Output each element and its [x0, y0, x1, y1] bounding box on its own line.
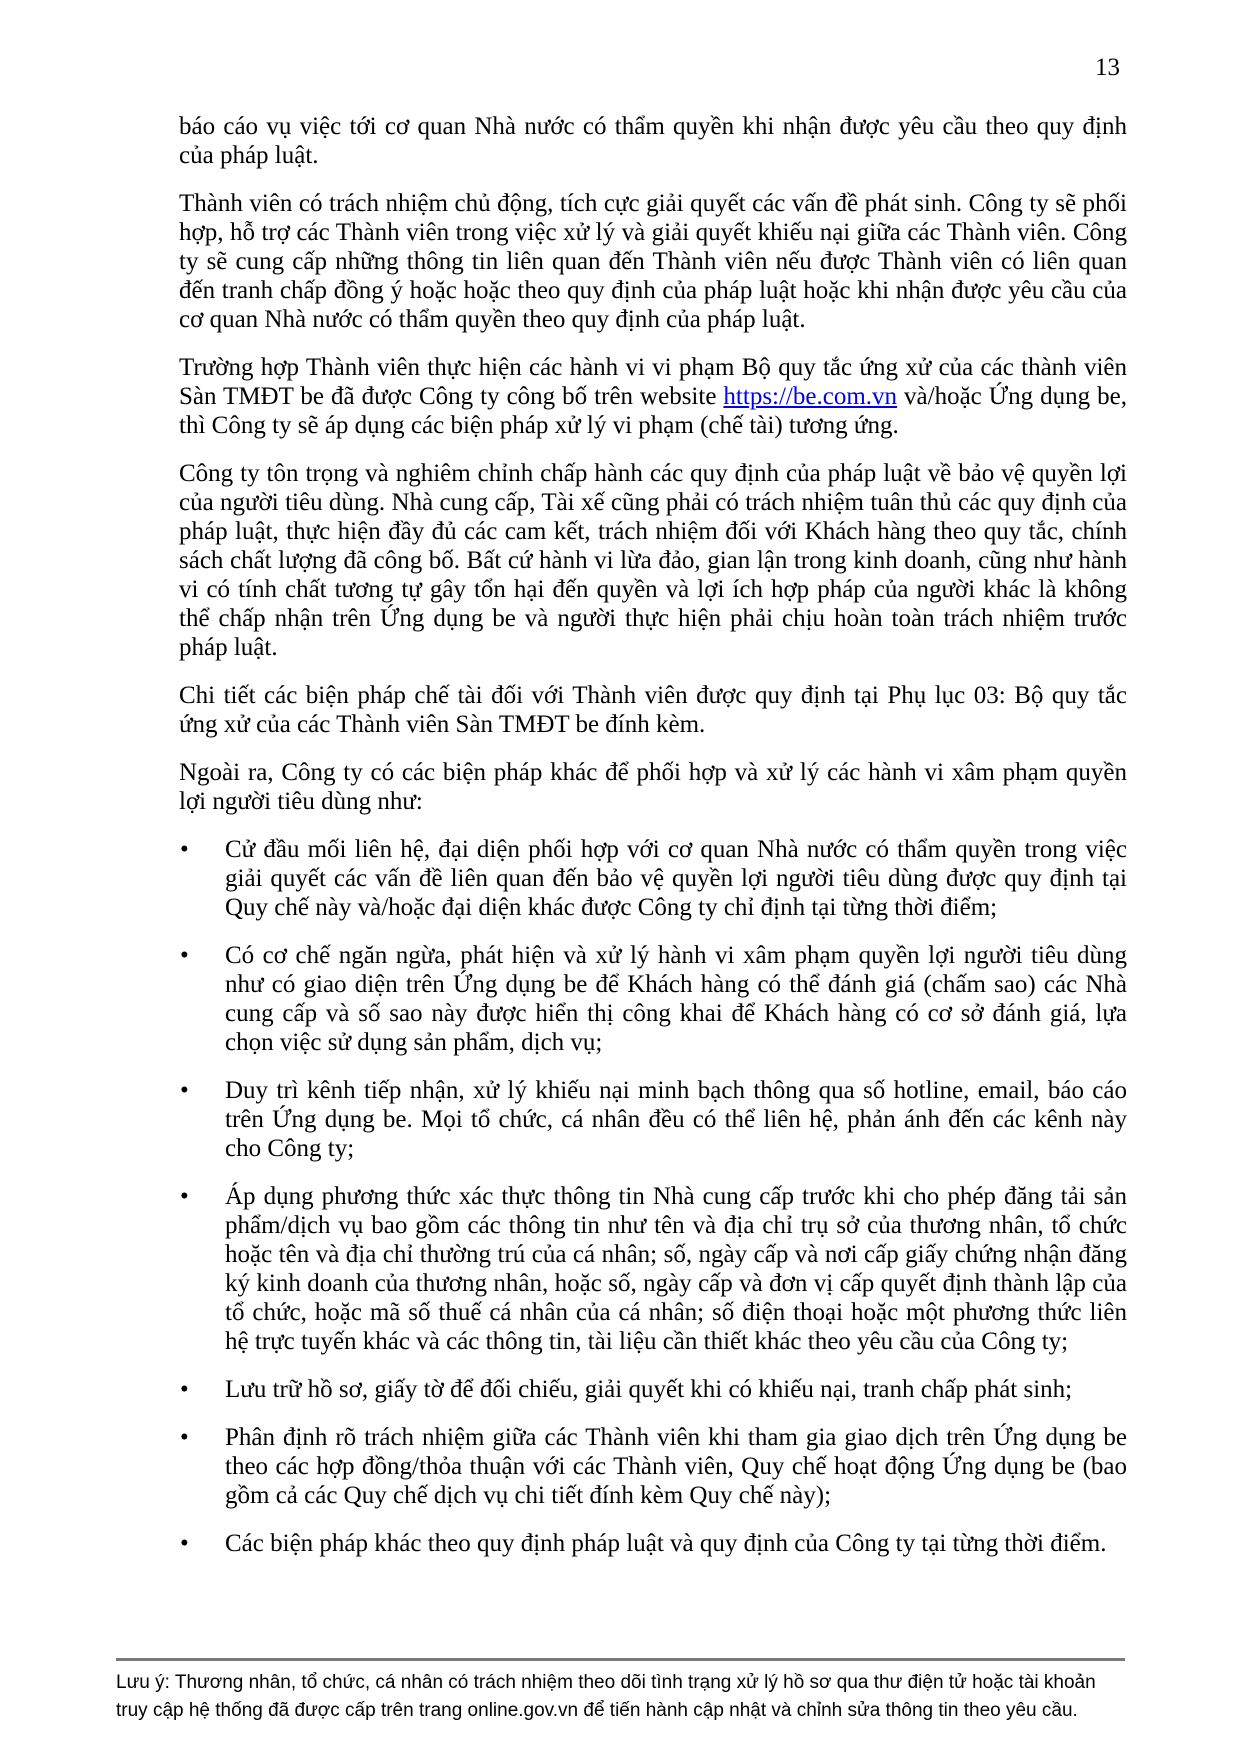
bullet-item-provider-verification: • Áp dụng phương thức xác thực thông tin Nhà cung cấp trước khi cho phép đăng tải sản phẩm/dịch vụ bao gồm các thông tin như tên và địa chỉ trụ sở của thương nhân, tổ chức hoặc tên và địa chỉ thường trú của cá nhân; số, ngày cấp và nơi cấp giấy chứng nhận đăng ký kinh doanh của thương nhân, hoặc số, ngày cấp và đơn vị cấp quyết định thành lập của tổ chức, hoặc mã số thuế cá nhân của cá nhân; số điện thoại hoặc một phương thức liên hệ trực tuyến khác và các thông tin, tài liệu cần thiết khác theo yêu cầu của Công ty; [179, 1182, 1127, 1356]
website-link[interactable]: https://be.com.vn [723, 383, 898, 410]
footer-divider [116, 1658, 1125, 1661]
paragraph-text-after-link: và/hoặc Ứng dụng be, thì Công ty sẽ áp dụng các biện pháp xử lý vi phạm (chế tài) tương ứng. [179, 383, 1128, 439]
paragraph-consumer-protection: Công ty tôn trọng và nghiêm chỉnh chấp hành các quy định của pháp luật về bảo vệ quyền lợi của người tiêu dùng. Nhà cung cấp, Tài xế cũng phải có trách nhiệm tuân thủ các quy định của pháp luật, thực hiện đầy đủ các cam kết, trách nhiệm đối với Khách hàng theo quy tắc, chính sách chất lượng đã công bố. Bất cứ hành vi lừa đảo, gian lận trong kinh doanh, cũng như hành vi có tính chất tương tự gây tổn hại đến quyền và lợi ích hợp pháp của người khác là không thể chấp nhận trên Ứng dụng be và người thực hiện phải chịu hoàn toàn trách nhiệm trước pháp luật. [179, 460, 1127, 661]
bullet-item-prevention-mechanism: • Có cơ chế ngăn ngừa, phát hiện và xử lý hành vi xâm phạm quyền lợi người tiêu dùng như có giao diện trên Ứng dụng be để Khách hàng có thể đánh giá (chấm sao) các Nhà cung cấp và số sao này được hiển thị công khai để Khách hàng có cơ sở đánh giá, lựa chọn việc sử dụng sản phẩm, dịch vụ; [179, 941, 1127, 1057]
paragraph-report-to-authority: báo cáo vụ việc tới cơ quan Nhà nước có thẩm quyền khi nhận được yêu cầu theo quy định của pháp luật. [179, 113, 1127, 169]
paragraph-member-responsibility: Thành viên có trách nhiệm chủ động, tích cực giải quyết các vấn đề phát sinh. Công ty sẽ phối hợp, hỗ trợ các Thành viên trong việc xử lý và giải quyết khiếu nại giữa các Thành viên. Công ty sẽ cung cấp những thông tin liên quan đến Thành viên nếu được Thành viên có liên quan đến tranh chấp đồng ý hoặc hoặc theo quy định của pháp luật hoặc khi nhận được yêu cầu của cơ quan Nhà nước có thẩm quyền theo quy định của pháp luật. [179, 190, 1127, 333]
paragraph-other-measures-intro: Ngoài ra, Công ty có các biện pháp khác để phối hợp và xử lý các hành vi xâm phạm quyền lợi người tiêu dùng như: [179, 759, 1127, 815]
footer-note: Lưu ý: Thương nhân, tổ chức, cá nhân có trách nhiệm theo dõi tình trạng xử lý hồ sơ qua thư điện tử hoặc tài khoản truy cập hệ thống đã được cấp trên trang online.gov.vn để tiến hành cập nhật và chỉnh sửa thông tin theo yêu cầu. [116, 1672, 1096, 1721]
bullet-item-other-measures: • Các biện pháp khác theo quy định pháp luật và quy định của Công ty tại từng thời điểm. [179, 1529, 1127, 1558]
bullet-item-record-keeping: • Lưu trữ hồ sơ, giấy tờ để đối chiếu, giải quyết khi có khiếu nại, tranh chấp phát sinh; [179, 1375, 1127, 1404]
measures-bullet-list [179, 835, 1127, 1558]
paragraph-violation-handling [179, 353, 1127, 440]
bullet-item-contact-point: • Cử đầu mối liên hệ, đại diện phối hợp với cơ quan Nhà nước có thẩm quyền trong việc giải quyết các vấn đề liên quan đến bảo vệ quyền lợi người tiêu dùng được quy định tại Quy chế này và/hoặc đại diện khác được Công ty chỉ định tại từng thời điểm; [179, 835, 1127, 922]
document-body [179, 112, 1127, 1577]
page-footer [116, 1658, 1125, 1725]
paragraph-text-before-link: Trường hợp Thành viên thực hiện các hành vi vi phạm Bộ quy tắc ứng xử của các thành viên Sàn TMĐT be đã được Công ty công bố trên website [179, 354, 1127, 410]
bullet-item-complaint-channels: • Duy trì kênh tiếp nhận, xử lý khiếu nại minh bạch thông qua số hotline, email, báo cáo trên Ứng dụng be. Mọi tổ chức, cá nhân đều có thể liên hệ, phản ánh đến các kênh này cho Công ty; [179, 1076, 1127, 1163]
page-number: 13 [1095, 54, 1120, 81]
paragraph-sanction-appendix: Chi tiết các biện pháp chế tài đối với Thành viên được quy định tại Phụ lục 03: Bộ quy tắc ứng xử của các Thành viên Sàn TMĐT be đính kèm. [179, 682, 1127, 738]
bullet-item-responsibility-division: • Phân định rõ trách nhiệm giữa các Thành viên khi tham gia giao dịch trên Ứng dụng be theo các hợp đồng/thỏa thuận với các Thành viên, Quy chế hoạt động Ứng dụng be (bao gồm cả các Quy chế dịch vụ chi tiết đính kèm Quy chế này); [179, 1423, 1127, 1510]
